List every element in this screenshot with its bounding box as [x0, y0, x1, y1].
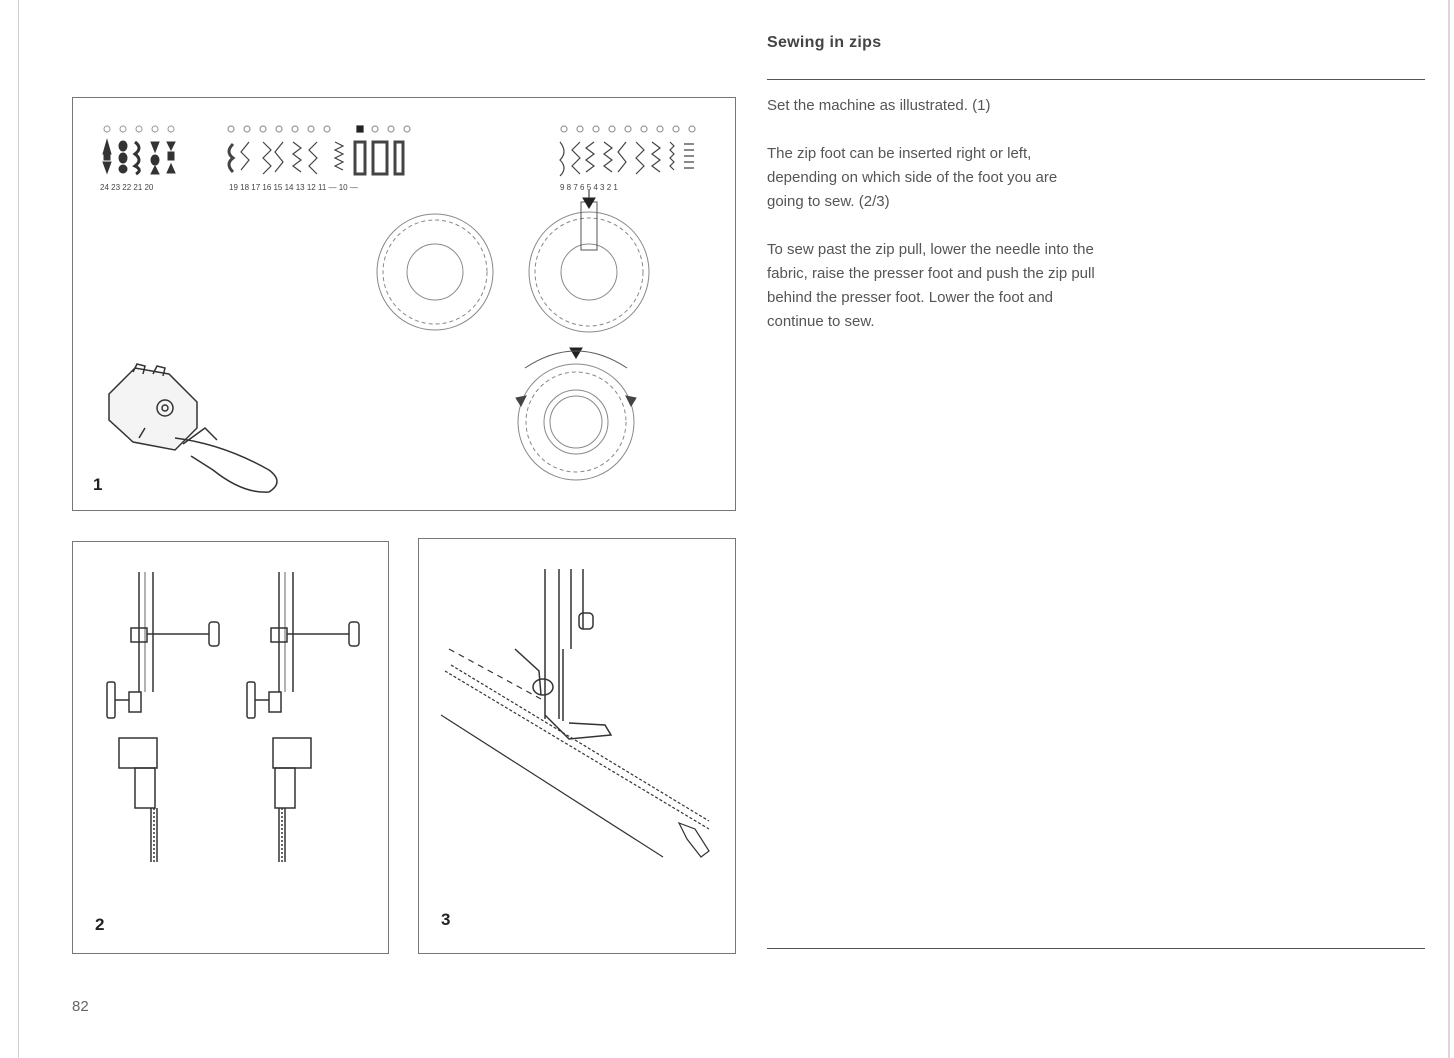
figure-1-machine-settings [72, 97, 736, 511]
page-edge-left [18, 0, 19, 1058]
zip-foot-left-right-illustration [73, 542, 390, 955]
instruction-text [767, 94, 1097, 358]
title-rule [767, 79, 1425, 80]
stitch-labels-middle: 19 18 17 16 15 14 13 12 11 — 10 — [229, 183, 358, 192]
stitch-symbols-left [103, 126, 175, 174]
foot-position-right [247, 572, 359, 862]
page-edge-right [1448, 0, 1450, 1058]
stitch-labels-left: 24 23 22 21 20 [100, 183, 154, 192]
stitch-labels-right: 9 8 7 6 5 4 3 2 1 [560, 183, 618, 192]
settings-illustration [73, 98, 737, 512]
paragraph-zip-pull: To sew past the zip pull, lower the needle into the fabric, raise the presser foot and push the zip pull behind the presser foot. Lower the foot and continue to sew. [767, 241, 1095, 330]
section-title: Sewing in zips [767, 34, 882, 51]
foot-position-left [107, 572, 219, 862]
stitch-length-dial [516, 348, 636, 480]
stitch-width-dial [377, 214, 493, 330]
sewing-zip-illustration [419, 539, 737, 955]
figure-1-number: 1 [93, 475, 103, 494]
stitch-symbols-right [560, 126, 695, 176]
page-number: 82 [72, 998, 89, 1015]
zip-and-fabric [441, 649, 709, 857]
figure-2-number: 2 [95, 915, 105, 934]
zip-foot-sewing [515, 569, 611, 739]
pattern-selector-dial [529, 190, 649, 332]
bottom-rule [767, 948, 1425, 949]
figure-3-sewing-zip [418, 538, 736, 954]
paragraph-zip-foot: The zip foot can be inserted right or left, depending on which side of the foot you are going to sew. (2/3) [767, 145, 1058, 210]
figure-2-zip-foot-positions [72, 541, 389, 954]
figure-3-number: 3 [441, 910, 451, 929]
paragraph-setup: Set the machine as illustrated. (1) [767, 97, 991, 114]
stitch-symbols-middle [228, 126, 410, 174]
zip-foot-illustration [109, 364, 277, 492]
